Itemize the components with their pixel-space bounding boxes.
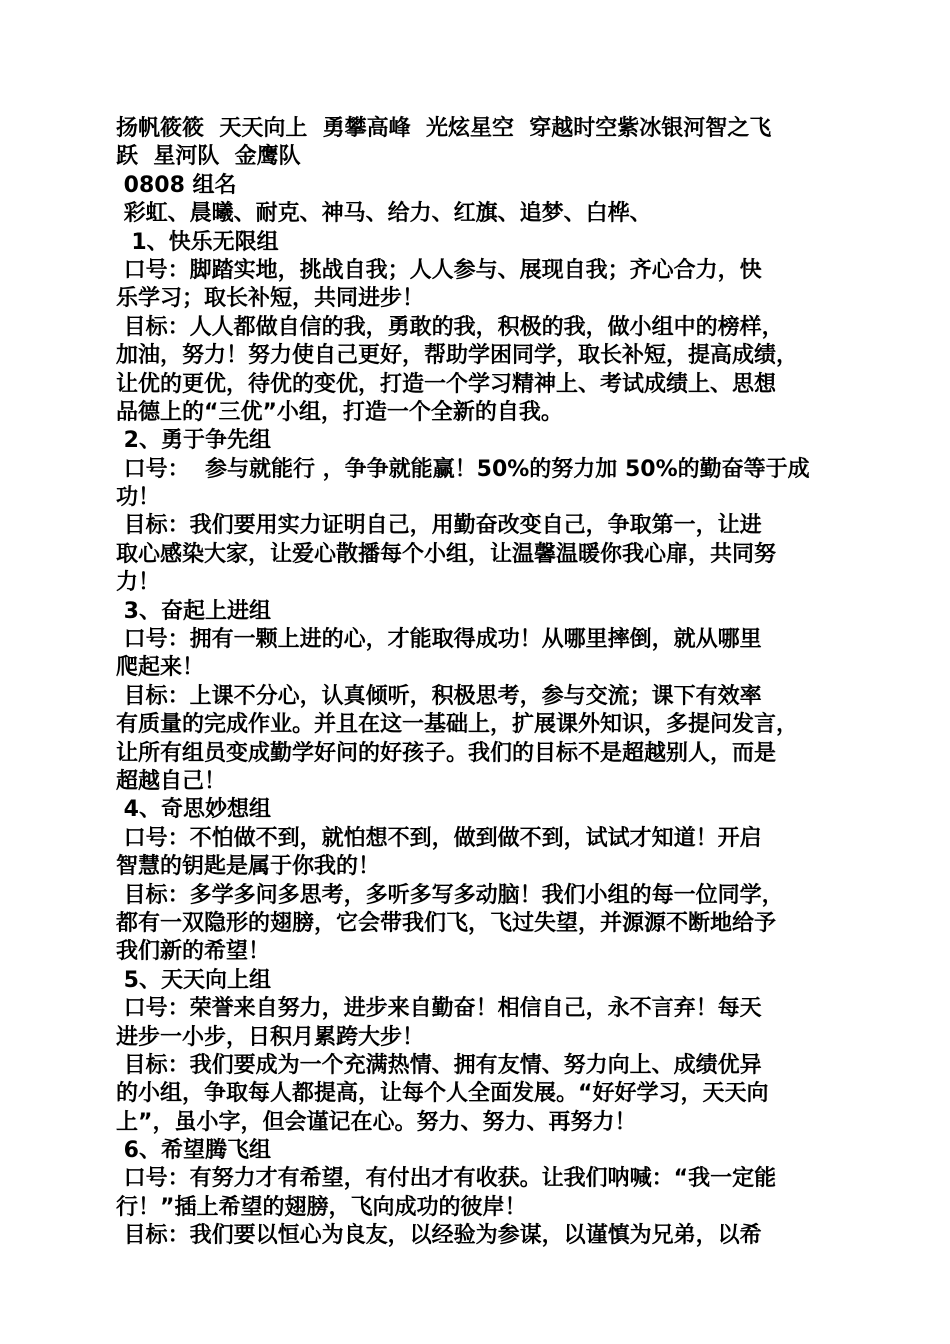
text-line: 力！ <box>116 570 161 596</box>
text-line: 上”，虽小字，但会谨记在心。努力、努力、再努力！ <box>116 1109 637 1135</box>
document-body <box>116 115 851 1251</box>
text-line: 超越自己！ <box>116 768 227 794</box>
text-line: 加油，努力！努力使自己更好，帮助学困同学，取长补短，提高成绩， <box>116 343 799 369</box>
text-line: 口号：有努力才有希望，有付出才有收获。让我们呐喊：“我一定能 <box>116 1166 777 1192</box>
text-line: 都有一双隐形的翅膀，它会带我们飞，飞过失望，并源源不断地给予 <box>116 910 777 936</box>
text-line: 目标：上课不分心，认真倾听，积极思考，参与交流；课下有效率 <box>116 683 762 709</box>
text-line: 口号：不怕做不到，就怕想不到，做到做不到，试试才知道！开启 <box>116 825 762 851</box>
text-line: 我们新的希望！ <box>116 939 271 965</box>
text-line: 0808 组名 <box>116 172 237 198</box>
text-line: 取心感染大家，让爱心散播每个小组，让温馨温暖你我心扉，共同努 <box>116 541 777 567</box>
text-line: 的小组，争取每人都提高，让每个人全面发展。“好好学习，天天向 <box>116 1081 769 1107</box>
section-heading: 3、奋起上进组 <box>116 598 271 624</box>
text-line: 口号：荣誉来自努力，进步来自勤奋！相信自己，永不言弃！每天 <box>116 996 762 1022</box>
section-heading: 4、奇思妙想组 <box>116 797 271 823</box>
text-line: 功！ <box>116 485 161 511</box>
text-line: 目标：多学多问多思考，多听多写多动脑！我们小组的每一位同学， <box>116 882 784 908</box>
text-line: 让所有组员变成勤学好问的好孩子。我们的目标不是超越别人，而是 <box>116 740 777 766</box>
text-line: 行！”插上希望的翅膀，飞向成功的彼岸！ <box>116 1194 527 1220</box>
text-line: 目标：人人都做自信的我，勇敢的我，积极的我，做小组中的榜样， <box>116 314 784 340</box>
text-line: 口号： 参与就能行 ，争争就能赢！50%的努力加 50%的勤奋等于成 <box>116 456 810 482</box>
text-line: 口号：脚踏实地，挑战自我；人人参与、展现自我；齐心合力，快 <box>116 257 762 283</box>
text-line: 目标：我们要用实力证明自己，用勤奋改变自己，争取第一，让进 <box>116 513 762 539</box>
section-heading: 2、勇于争先组 <box>116 428 271 454</box>
text-line: 让优的更优，待优的变优，打造一个学习精神上、考试成绩上、思想 <box>116 371 777 397</box>
section-heading: 5、天天向上组 <box>116 967 271 993</box>
text-line: 进步一小步，日积月累跨大步！ <box>116 1024 425 1050</box>
text-line: 智慧的钥匙是属于你我的！ <box>116 854 381 880</box>
text-line: 扬帆筱筱 天天向上 勇攀高峰 光炫星空 穿越时空紫冰银河智之飞 <box>116 116 772 141</box>
text-line: 跃 星河队 金鹰队 <box>116 144 301 170</box>
text-line: 目标：我们要成为一个充满热情、拥有友情、努力向上、成绩优异 <box>116 1052 762 1078</box>
section-heading: 1、快乐无限组 <box>116 229 279 255</box>
text-line: 爬起来！ <box>116 655 205 681</box>
text-line: 乐学习；取长补短，共同进步！ <box>116 286 425 312</box>
text-line: 目标：我们要以恒心为良友，以经验为参谋，以谨慎为兄弟，以希 <box>116 1223 762 1249</box>
text-line: 口号：拥有一颗上进的心，才能取得成功！从哪里摔倒，就从哪里 <box>116 627 762 653</box>
text-line: 彩虹、晨曦、耐克、神马、给力、红旗、追梦、白桦、 <box>116 201 652 227</box>
section-heading: 6、希望腾飞组 <box>116 1138 271 1164</box>
text-line: 品德上的“三优”小组，打造一个全新的自我。 <box>116 399 563 425</box>
text-line: 有质量的完成作业。并且在这一基础上，扩展课外知识，多提问发言， <box>116 712 799 738</box>
